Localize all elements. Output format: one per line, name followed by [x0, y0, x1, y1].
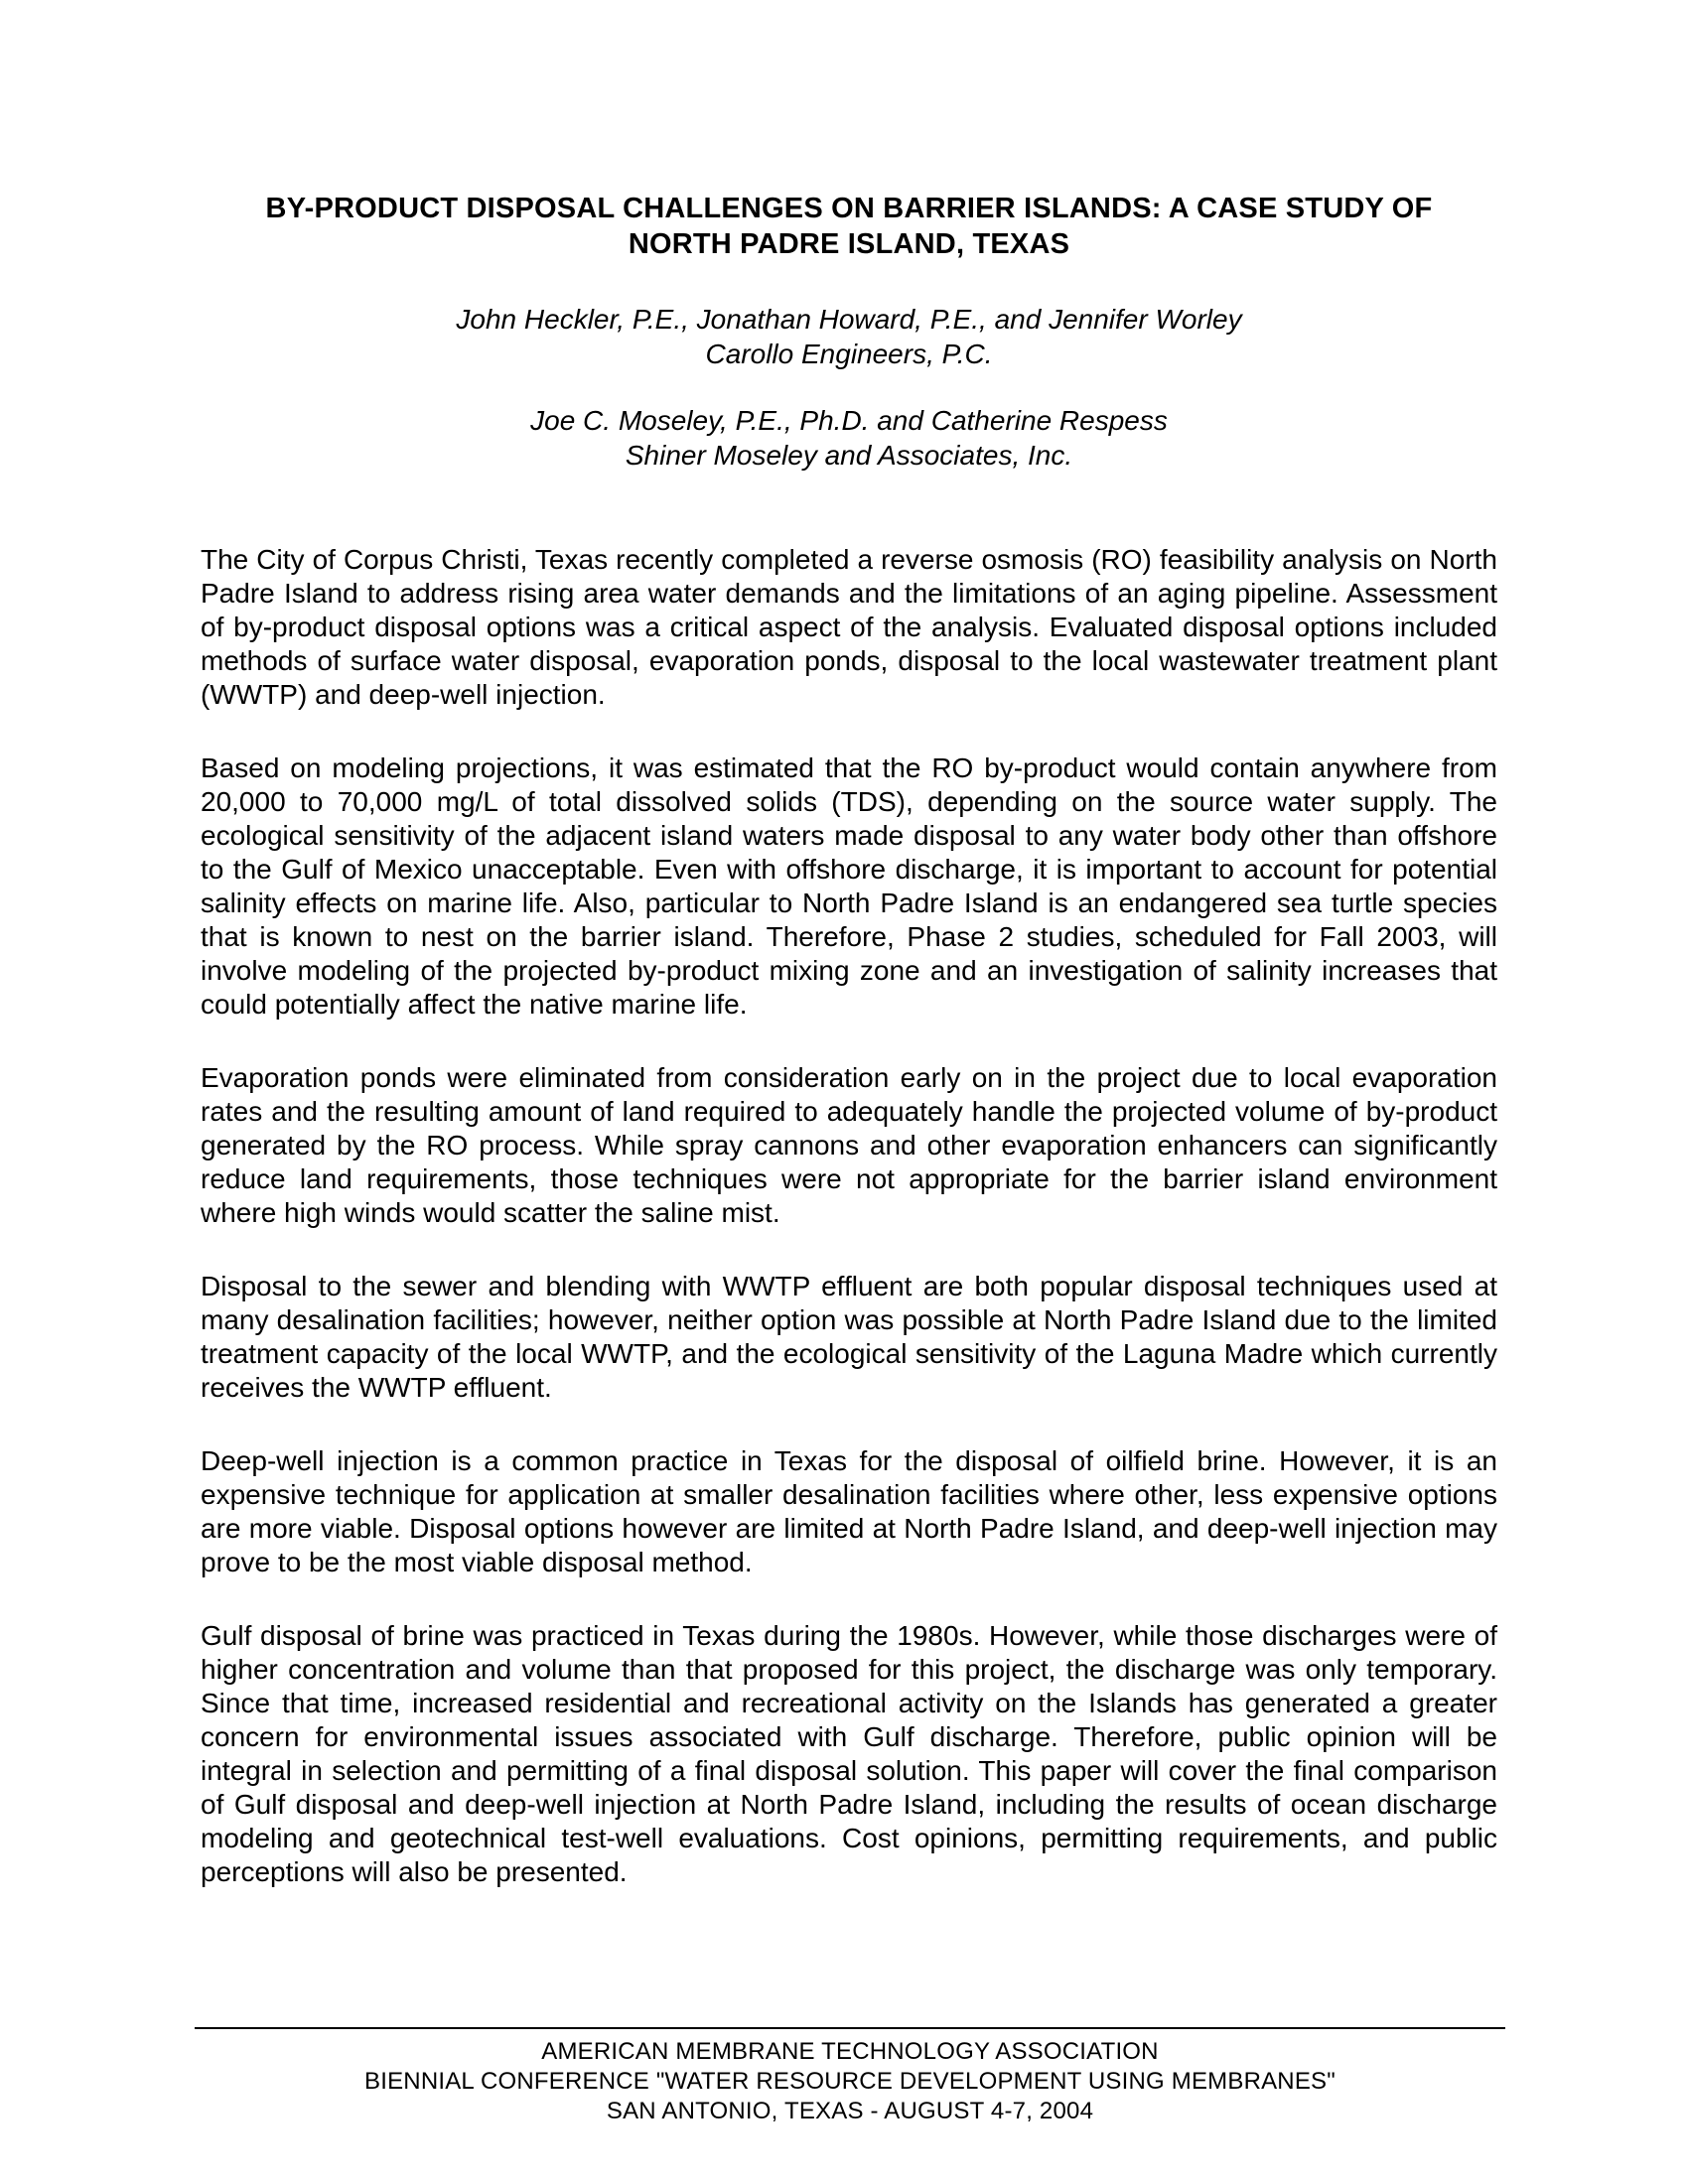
title-line-1: BY-PRODUCT DISPOSAL CHALLENGES ON BARRIER ISLANDS: A CASE STUDY OF [265, 193, 1433, 224]
author-names: Joe C. Moseley, P.E., Ph.D. and Catherine Respess [530, 405, 1168, 436]
abstract-paragraph-5: Deep-well injection is a common practice in Texas for the disposal of oilfield brine. However, it is an expensive technique for application at smaller desalination facilities where other, less expensive options are more viable. Disposal options however are limited at North Padre Island, and deep-well injection may prove to be the most viable disposal method. [201, 1445, 1497, 1577]
footer-association: AMERICAN MEMBRANE TECHNOLOGY ASSOCIATION [541, 2038, 1159, 2065]
footer-location-date: SAN ANTONIO, TEXAS - AUGUST 4-7, 2004 [606, 2098, 1094, 2124]
abstract-paragraph-2: Based on modeling projections, it was estimated that the RO by-product would contain anywhere from 20,000 to 70,000 mg/L of total dissolved solids (TDS), depending on the source water supply. The ecological sensitivity of the adjacent island waters made disposal to any water body other than offshore to the Gulf of Mexico unacceptable. Even with offshore discharge, it is important to account for potential salinity effects on marine life. Also, particular to North Padre Island is an endangered sea turtle species that is known to nest on the barrier island. Therefore, Phase 2 studies, scheduled for Fall 2003, will involve modeling of the projected by-product mixing zone and an investigation of salinity increases that could potentially affect the native marine life. [201, 752, 1497, 1020]
abstract-body [201, 543, 1497, 1889]
author-block-shiner-moseley [201, 403, 1497, 473]
author-affiliation: Shiner Moseley and Associates, Inc. [625, 440, 1073, 471]
abstract-paragraph-1: The City of Corpus Christi, Texas recently completed a reverse osmosis (RO) feasibility analysis on North Padre Island to address rising area water demands and the limitations of an aging pipeline. Assessment of by-product disposal options was a critical aspect of the analysis. Evaluated disposal options included methods of surface water disposal, evaporation ponds, disposal to the local wastewater treatment plant (WWTP) and deep-well injection. [201, 544, 1497, 710]
title-line-2: NORTH PADRE ISLAND, TEXAS [628, 228, 1070, 260]
conference-footer [195, 2027, 1505, 2126]
document-content [201, 191, 1497, 1889]
author-names: John Heckler, P.E., Jonathan Howard, P.E., and Jennifer Worley [456, 304, 1242, 335]
author-affiliation: Carollo Engineers, P.C. [705, 339, 993, 369]
footer-conference: BIENNIAL CONFERENCE "WATER RESOURCE DEVELOPMENT USING MEMBRANES" [364, 2068, 1336, 2095]
author-block-carollo [201, 302, 1497, 371]
abstract-paragraph-4: Disposal to the sewer and blending with WWTP effluent are both popular disposal techniques used at many desalination facilities; however, neither option was possible at North Padre Island due to the limited treatment capacity of the local WWTP, and the ecological sensitivity of the Laguna Madre which currently receives the WWTP effluent. [201, 1271, 1497, 1403]
abstract-paragraph-3: Evaporation ponds were eliminated from consideration early on in the project due to local evaporation rates and the resulting amount of land required to adequately handle the projected volume of by-product generated by the RO process. While spray cannons and other evaporation enhancers can significantly reduce land requirements, those techniques were not appropriate for the barrier island environment where high winds would scatter the saline mist. [201, 1062, 1497, 1228]
page-title [201, 191, 1497, 262]
abstract-paragraph-6: Gulf disposal of brine was practiced in Texas during the 1980s. However, while those discharges were of higher concentration and volume than that proposed for this project, the discharge was only temporary. Since that time, increased residential and recreational activity on the Islands has generated a greater concern for environmental issues associated with Gulf discharge. Therefore, public opinion will be integral in selection and permitting of a final disposal solution. This paper will cover the final comparison of Gulf disposal and deep-well injection at North Padre Island, including the results of ocean discharge modeling and geotechnical test-well evaluations. Cost opinions, permitting requirements, and public perceptions will also be presented. [201, 1620, 1497, 1887]
